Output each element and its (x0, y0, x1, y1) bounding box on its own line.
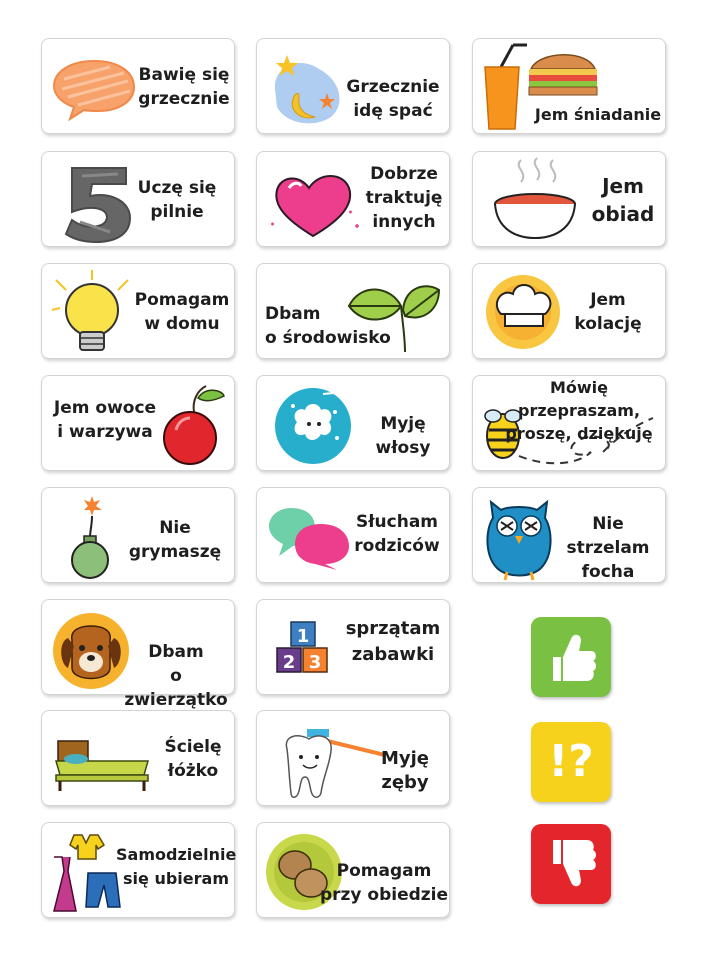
moon-stars-icon (265, 49, 351, 129)
svg-text:1: 1 (296, 626, 310, 647)
card-sprzatam-zabawki (256, 599, 450, 695)
card-label: Samodzielnie się ubieram (116, 845, 237, 888)
number-five-icon (62, 162, 134, 244)
card-label: Mówię przepraszam, proszę, dziękuję (505, 378, 653, 443)
card-dbam-o-srodowisko (256, 263, 450, 359)
card-label: Dbam o zwierzątko (124, 642, 228, 710)
card-jem-kolacje (472, 263, 666, 359)
card-jem-obiad (472, 151, 666, 247)
card-bawie-sie (41, 38, 235, 134)
card-myje-wlosy (256, 375, 450, 471)
question-tile[interactable] (531, 722, 611, 802)
card-pomagam-przy-obiedzie (256, 822, 450, 918)
svg-text:2: 2 (282, 652, 296, 673)
svg-text:3: 3 (308, 652, 322, 673)
card-label: Nie strzelam focha (566, 514, 650, 582)
card-label: Myję włosy (375, 414, 431, 458)
card-label: Dbam o środowisko (265, 304, 391, 348)
card-label: Jem kolację (574, 290, 642, 334)
thumbs-up-tile[interactable] (531, 617, 611, 697)
bomb-icon (62, 492, 118, 580)
card-label: Jem owoce i warzywa (53, 398, 157, 442)
thumbs-down-tile[interactable] (531, 824, 611, 904)
exclamation-question-icon: !? (548, 736, 594, 787)
card-pomagam-w-domu (41, 263, 235, 359)
card-mowie-przepraszam (472, 375, 666, 471)
card-label: Pomagam w domu (134, 290, 230, 334)
thumbs-down-icon (531, 824, 611, 904)
card-myje-zeby (256, 710, 450, 806)
card-nie-grymasze (41, 487, 235, 583)
card-grzecznie-ide-spac (256, 38, 450, 134)
card-dobrze-traktuje (256, 151, 450, 247)
card-label: Nie grymaszę (128, 518, 222, 562)
card-jem-owoce (41, 375, 235, 471)
card-samodzielnie (41, 822, 235, 918)
sheep-shower-icon (273, 386, 353, 466)
card-jem-sniadanie (472, 38, 666, 134)
card-label: Jem śniadanie (534, 105, 662, 124)
card-label: sprzątam zabawki (345, 618, 441, 665)
speech-bubble-icon (50, 55, 138, 121)
toy-blocks-icon (271, 618, 345, 686)
chef-hat-icon (485, 274, 561, 350)
speech-bubbles-icon (267, 504, 351, 570)
light-bulb-icon (48, 270, 140, 356)
card-label: Bawię się grzecznie (138, 65, 230, 109)
thumbs-up-icon (531, 617, 611, 697)
owl-icon (481, 494, 557, 580)
card-label: Dobrze traktuję innych (365, 164, 443, 232)
clothes-icon (46, 831, 126, 915)
card-sciele-lozko (41, 710, 235, 806)
card-slucham-rodzicow (256, 487, 450, 583)
card-dbam-o-zwierzatko (41, 599, 235, 710)
card-label: Jem obiad (591, 174, 655, 226)
card-nie-strzelam-focha (472, 487, 666, 583)
card-ucze-sie (41, 151, 235, 247)
card-label: Uczę się pilnie (137, 178, 217, 222)
bed-icon (52, 735, 152, 795)
card-label: Słucham rodziców (354, 512, 440, 556)
card-label: Pomagam przy obiedzie (319, 861, 449, 905)
card-label: Grzecznie idę spać (346, 77, 440, 121)
soup-bowl-icon (487, 156, 583, 244)
card-label: Ścielę łóżko (164, 737, 222, 781)
apple-icon (158, 382, 228, 468)
card-label: Myję zęby (380, 748, 430, 793)
heart-icon (267, 166, 363, 242)
